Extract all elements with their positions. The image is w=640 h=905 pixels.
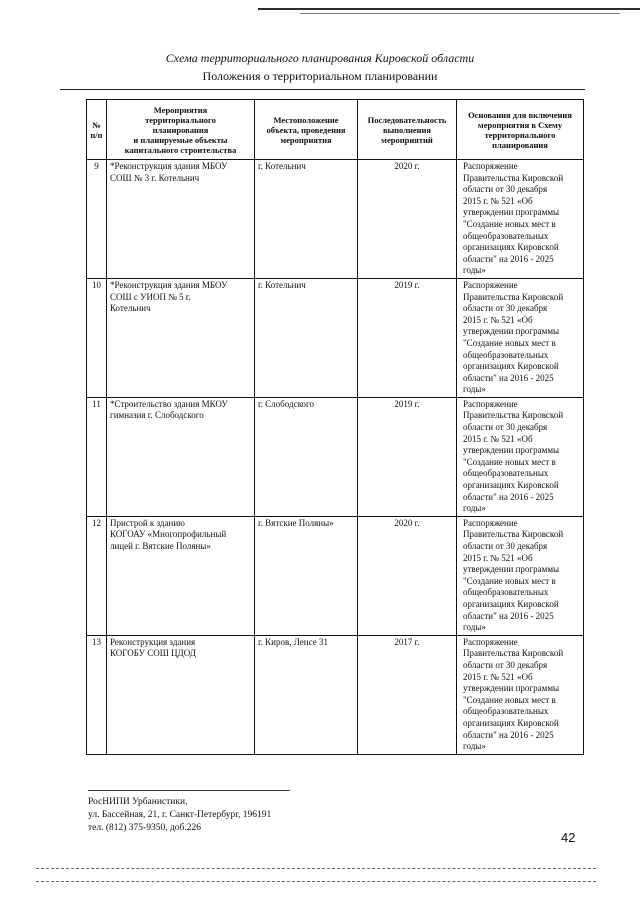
column-header-location: Местоположение объекта, проведения мероприятия: [255, 100, 358, 160]
row-basis: Распоряжение Правительства Кировской области от 30 декабря 2015 г. № 521 «Об утверждении программы "Создание новых мест в общеобразовательных организациях Кировской области" на 2016 - 2025 годы»: [457, 397, 584, 516]
footer-phone: тел. (812) 375-9350, доб.226: [88, 823, 202, 833]
row-sequence: 2020 г.: [358, 160, 457, 279]
row-event: Реконструкция здания КОГОБУ СОШ ЦДОД: [107, 635, 255, 754]
row-sequence: 2019 г.: [358, 397, 457, 516]
column-header-event: Мероприятия территориального планирования и планируемые объекты капитального строительства: [107, 100, 255, 160]
column-header-number: № п/п: [87, 100, 107, 160]
page-number: 42: [561, 830, 576, 845]
column-header-basis: Основания для включения мероприятия в Схему территориального планирования: [457, 100, 584, 160]
table-row: [87, 160, 584, 279]
row-basis: Распоряжение Правительства Кировской области от 30 декабря 2015 г. № 521 «Об утверждении программы "Создание новых мест в общеобразовательных организациях Кировской области" на 2016 - 2025 годы»: [457, 278, 584, 397]
page-header: [0, 50, 640, 84]
row-number: 13: [87, 635, 107, 754]
footer-rule: [88, 790, 290, 791]
row-sequence: 2020 г.: [358, 516, 457, 635]
column-header-sequence: Последовательность выполнения мероприятий: [358, 100, 457, 160]
footer-address: ул. Бассейная, 21, г. Санкт-Петербург, 196191: [88, 810, 272, 820]
row-number: 9: [87, 160, 107, 279]
row-location: г. Слободского: [255, 397, 358, 516]
row-event: *Строительство здания МКОУ гимназия г. Слободского: [107, 397, 255, 516]
row-basis: Распоряжение Правительства Кировской области от 30 декабря 2015 г. № 521 «Об утверждении программы "Создание новых мест в общеобразовательных организациях Кировской области" на 2016 - 2025 годы»: [457, 516, 584, 635]
table-row: [87, 635, 584, 754]
row-sequence: 2019 г.: [358, 278, 457, 397]
header-rule: [60, 89, 585, 90]
document-title: Схема территориального планирования Кировской области: [165, 51, 475, 65]
row-number: 10: [87, 278, 107, 397]
row-sequence: 2017 г.: [358, 635, 457, 754]
row-number: 11: [87, 397, 107, 516]
row-location: г. Вятские Поляны»: [255, 516, 358, 635]
row-basis: Распоряжение Правительства Кировской области от 30 декабря 2015 г. № 521 «Об утверждении программы "Создание новых мест в общеобразовательных организациях Кировской области" на 2016 - 2025 годы»: [457, 635, 584, 754]
row-basis: Распоряжение Правительства Кировской области от 30 декабря 2015 г. № 521 «Об утверждении программы "Создание новых мест в общеобразовательных организациях Кировской области" на 2016 - 2025 годы»: [457, 160, 584, 279]
page-footer: [88, 796, 271, 835]
row-event: Пристрой к зданию КОГОАУ «Многопрофильный лицей г. Вятские Поляны»: [107, 516, 255, 635]
row-location: г. Котельнич: [255, 278, 358, 397]
row-event: *Реконструкция здания МБОУ СОШ № 3 г. Котельнич: [107, 160, 255, 279]
table-row: [87, 397, 584, 516]
events-table: [86, 99, 584, 755]
scan-artifact-line: [36, 881, 596, 882]
scan-artifact-line: [36, 868, 596, 869]
row-event: *Реконструкция здания МБОУ СОШ с УИОП № 5 г. Котельнич: [107, 278, 255, 397]
table-row: [87, 278, 584, 397]
top-rule-thin: [300, 13, 620, 14]
row-location: г. Котельнич: [255, 160, 358, 279]
row-number: 12: [87, 516, 107, 635]
row-location: г. Киров, Ленсе 31: [255, 635, 358, 754]
table-header-row: [87, 100, 584, 160]
top-rule: [258, 8, 640, 10]
footer-org: РосНИПИ Урбанистики,: [88, 797, 188, 807]
document-subtitle: Положения о территориальном планировании: [202, 69, 438, 83]
table-row: [87, 516, 584, 635]
